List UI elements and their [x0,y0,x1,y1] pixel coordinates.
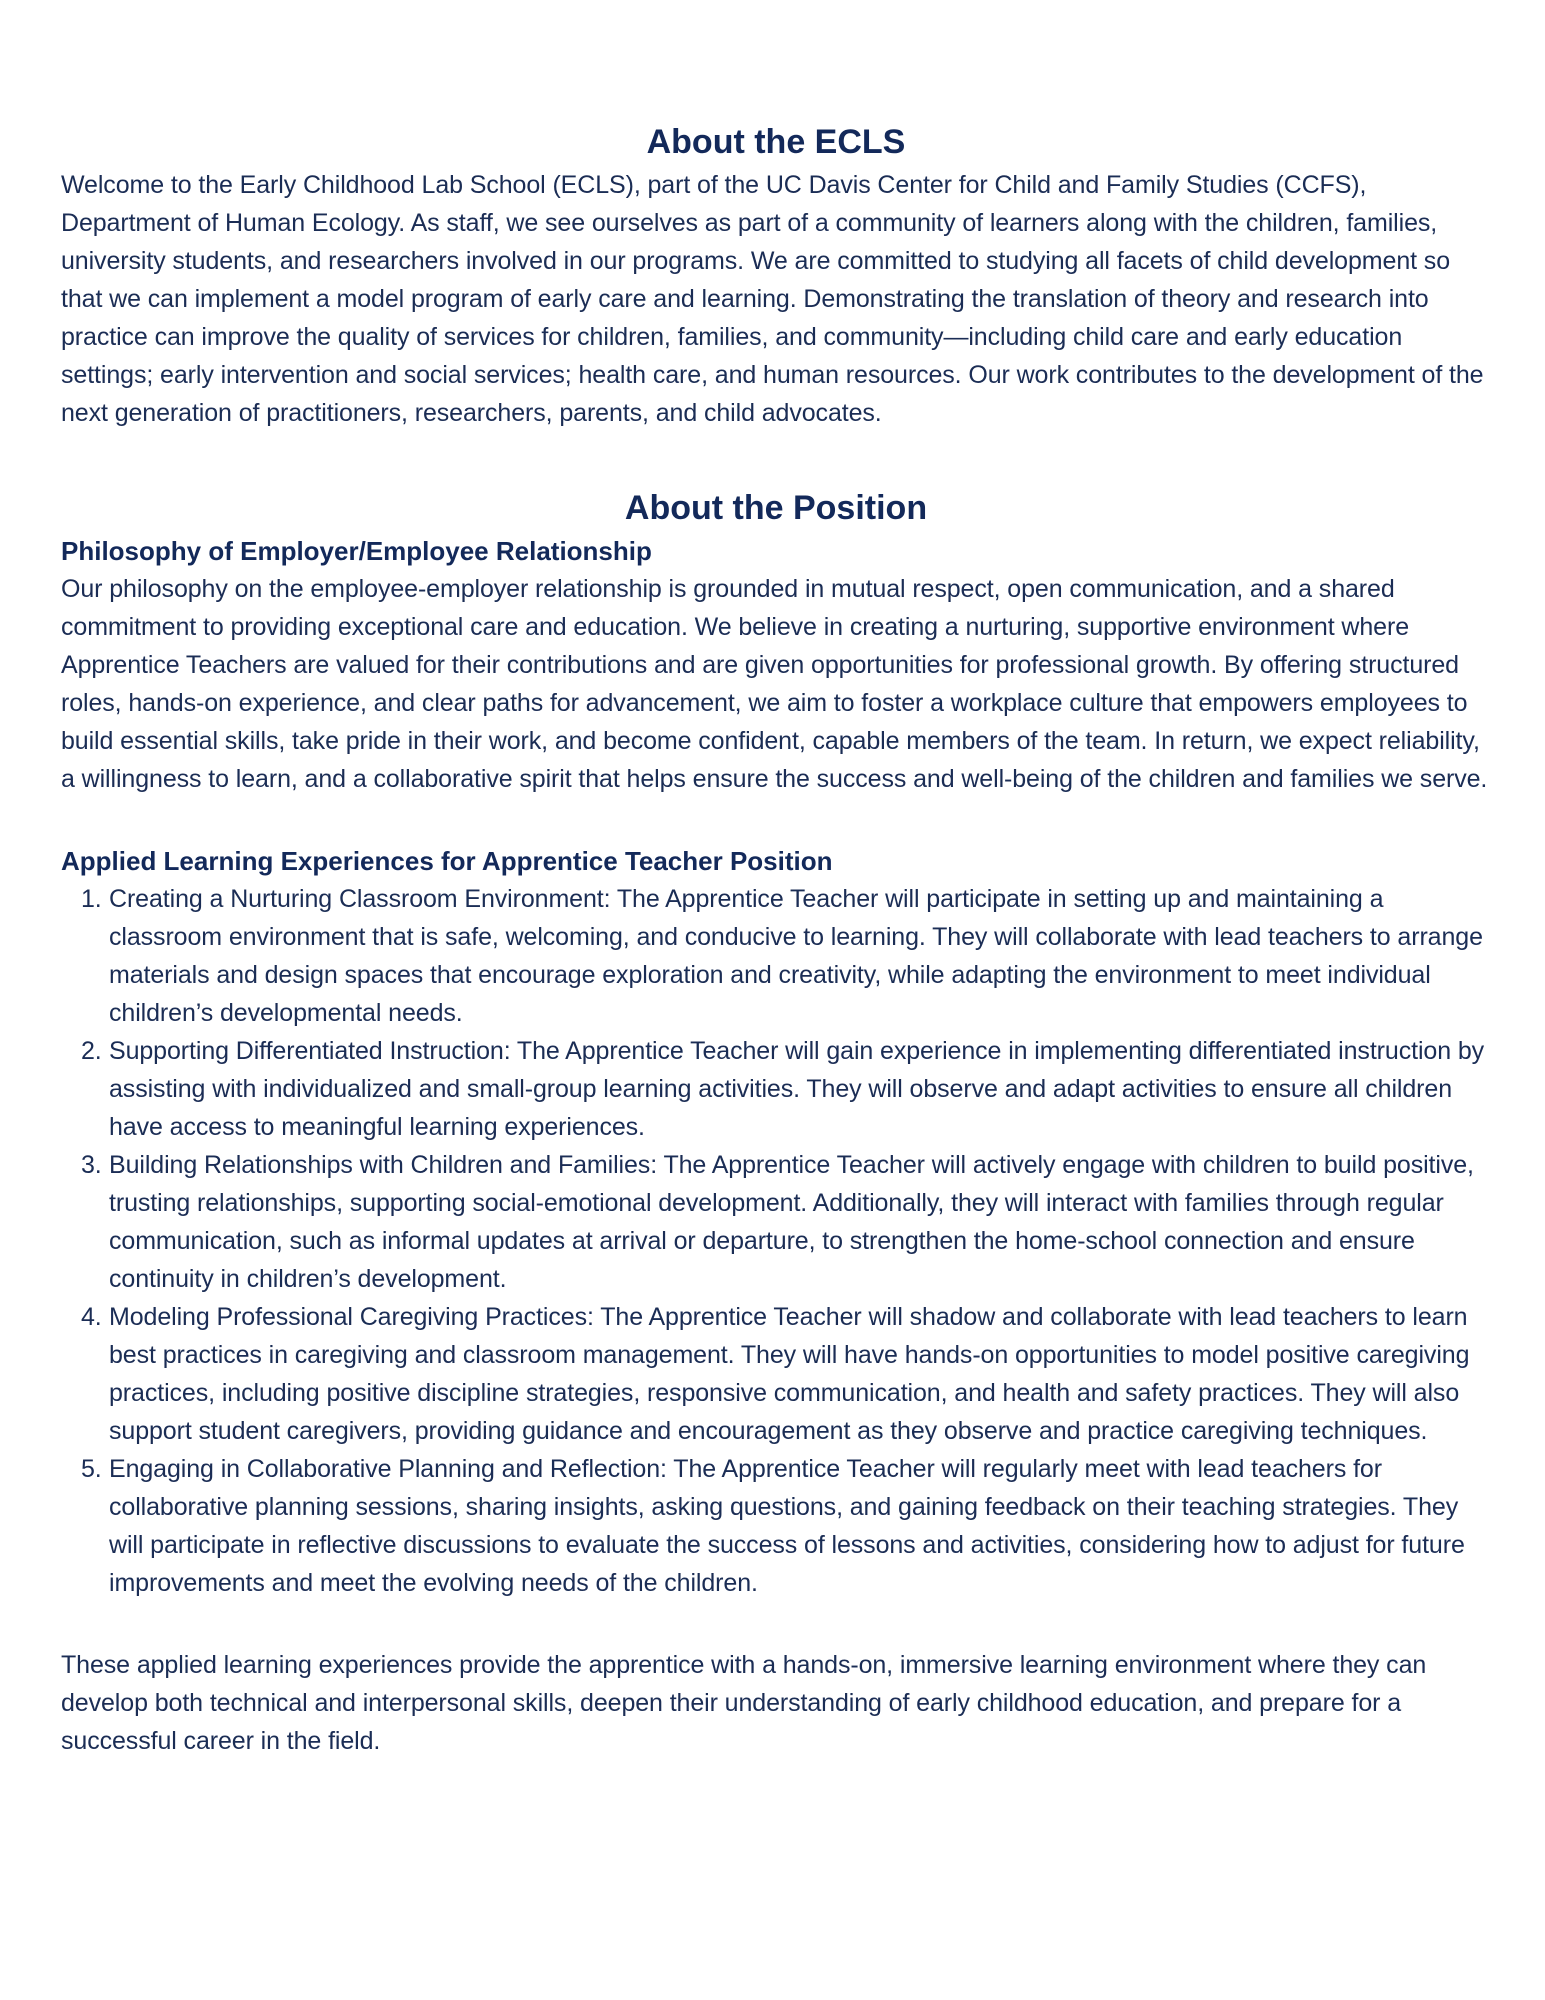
applied-learning-list [61,880,1491,1602]
list-item-text: Supporting Differentiated Instruction: The Apprentice Teacher will gain experience in implementing differentiated instruction by assisting with individualized and small-group learning activities. They will observe and adapt activities to ensure all children have access to meaningful learning experiences. [109,1037,1485,1141]
ecls-paragraph: Welcome to the Early Childhood Lab School (ECLS), part of the UC Davis Center for Child and Family Studies (CCFS), Department of Human Ecology. As staff, we see ourselves as part of a community of learners along with the children, families, university students, and researchers involved in our programs. We are committed to studying all facets of child development so that we can implement a model program of early care and learning. Demonstrating the translation of theory and research into practice can improve the quality of services for children, families, and community—including child care and early education settings; early intervention and social services; health care, and human resources. Our work contributes to the development of the next generation of practitioners, researchers, parents, and child advocates. [61,171,1484,427]
list-item [61,1032,1491,1146]
list-item-text: Creating a Nurturing Classroom Environment: The Apprentice Teacher will participate in setting up and maintaining a classroom environment that is safe, welcoming, and conducive to learning. They will collaborate with lead teachers to arrange materials and design spaces that encourage exploration and creativity, while adapting the environment to meet individual children’s developmental needs. [109,885,1483,1027]
list-item-text: Modeling Professional Caregiving Practices: The Apprentice Teacher will shadow and collaborate with lead teachers to learn best practices in caregiving and classroom management. They will have hands-on opportunities to model positive caregiving practices, including positive discipline strategies, responsive communication, and health and safety practices. They will also support student caregivers, providing guidance and encouragement as they observe and practice caregiving techniques. [109,1303,1470,1445]
list-item-number: 2. [81,1037,102,1065]
list-item-number: 4. [81,1303,102,1331]
applied-learning-heading: Applied Learning Experiences for Apprentice Teacher Position [61,846,833,876]
list-item [61,1146,1491,1298]
ecls-heading: About the ECLS [646,123,906,161]
philosophy-paragraph: Our philosophy on the employee-employer relationship is grounded in mutual respect, open communication, and a shared commitment to providing exceptional care and education. We believe in creating a nurturing, supportive environment where Apprentice Teachers are valued for their contributions and are given opportunities for professional growth. By offering structured roles, hands-on experience, and clear paths for advancement, we aim to foster a workplace culture that empowers employees to build essential skills, take pride in their work, and become confident, capable members of the team. In return, we expect reliability, a willingness to learn, and a collaborative spirit that helps ensure the success and well-being of the children and families we serve. [61,575,1488,793]
document-page [61,118,1491,1760]
closing-paragraph: These applied learning experiences provide the apprentice with a hands-on, immersive learning environment where they can develop both technical and interpersonal skills, deepen their understanding of early childhood education, and prepare for a successful career in the field. [61,1651,1427,1755]
list-item-number: 1. [81,885,102,913]
list-item-number: 5. [81,1455,102,1483]
list-item-text: Engaging in Collaborative Planning and Reflection: The Apprentice Teacher will regularly meet with lead teachers for collaborative planning sessions, sharing insights, asking questions, and gaining feedback on their teaching strategies. They will participate in reflective discussions to evaluate the success of lessons and activities, considering how to adjust for future improvements and meet the evolving needs of the children. [109,1455,1465,1597]
section-spacer [61,798,1491,842]
position-heading: About the Position [624,489,928,527]
list-item [61,1450,1491,1602]
list-item-number: 3. [81,1151,102,1179]
philosophy-heading: Philosophy of Employer/Employee Relationship [61,536,652,566]
list-item-text: Building Relationships with Children and Families: The Apprentice Teacher will actively engage with children to build positive, trusting relationships, supporting social-emotional development. Additionally, they will interact with families through regular communication, such as informal updates at arrival or departure, to strengthen the home-school connection and ensure continuity in children’s development. [109,1151,1474,1293]
section-spacer [61,432,1491,484]
section-spacer [61,1602,1491,1646]
list-item [61,1298,1491,1450]
list-item [61,880,1491,1032]
